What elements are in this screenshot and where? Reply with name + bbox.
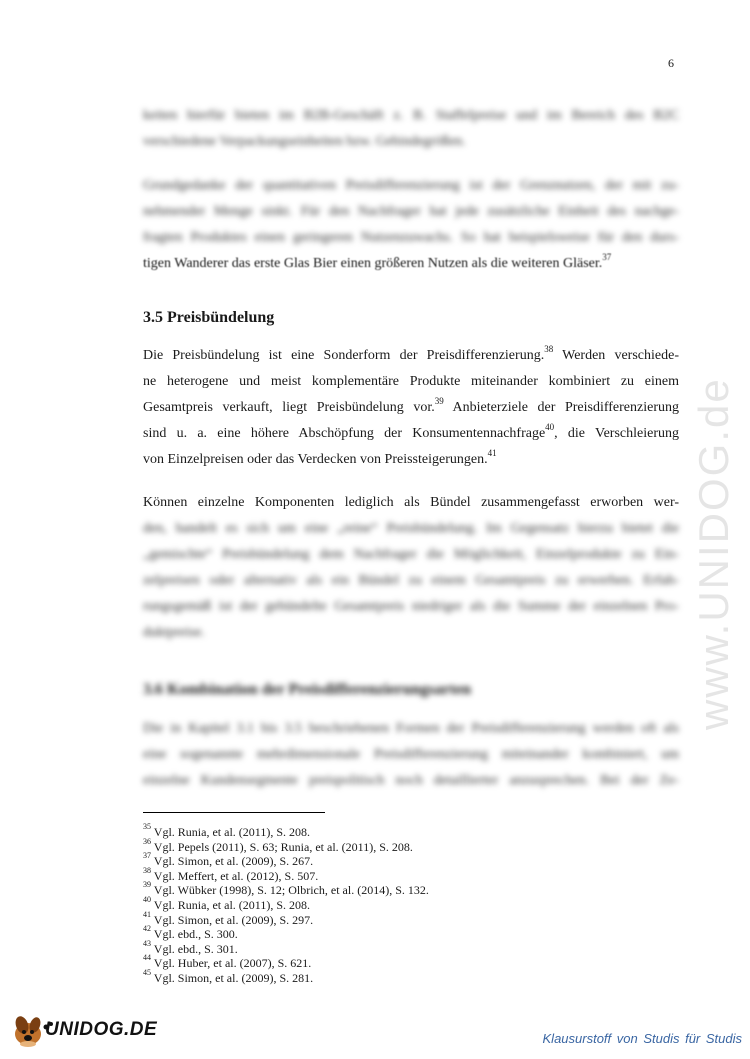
footnote-text: Vgl. Runia, et al. (2011), S. 208. (153, 825, 311, 839)
text-line: verschiedene Verpackungseinheiten bzw. Gebindegrößen. (143, 134, 466, 149)
footnote-number: 37 (143, 851, 151, 861)
footnote (143, 909, 429, 928)
footnote-number: 35 (143, 822, 151, 831)
logo-text[interactable]: UNIDOG.DE (45, 1019, 158, 1040)
footnote-number: 38 (143, 865, 151, 875)
blurred-paragraph (143, 716, 679, 794)
footnote-ref: 37 (602, 252, 612, 263)
footnote (143, 938, 429, 957)
footnote (143, 894, 429, 913)
footnote-ref: 39 (434, 396, 444, 407)
footnote-number: 42 (143, 924, 151, 934)
footnote-ref: 41 (487, 448, 497, 459)
footnote-text: Vgl. Wübker (1998), S. 12; Olbrich, et al. (2014), S. 132. (153, 883, 429, 898)
section-paragraph-2-first-line (143, 490, 679, 516)
blurred-section-heading: 3.6 Kombination der Preisdifferenzierungsarten (143, 681, 471, 698)
footnote-ref: 40 (545, 422, 555, 433)
footnote-number: 36 (143, 836, 151, 846)
footnote-text: Vgl. ebd., S. 301. (153, 941, 238, 956)
text-line: fragten Produktes einen geringeren Nutzenzuwachs. So hat beispielsweise für den durs- (143, 230, 679, 245)
footnote-number: 44 (143, 953, 151, 963)
footnote (143, 822, 429, 840)
text-line: rungsgemäß ist der gebündelte Gesamtpreis niedriger als die Summe der einzelnen Pro- (143, 599, 679, 614)
text-line: Grundgedanke der quantitativen Preisdifferenzierung ist der Grenznutzen, der mit zu- (143, 178, 679, 193)
paragraph-last-line (143, 251, 679, 277)
text-line: ne heterogene und meist komplementäre Produkte miteinander kombiniert zu einem (143, 374, 679, 389)
footnote (143, 865, 429, 884)
watermark: www.UNIDOG.de (690, 377, 737, 730)
footnote-divider (143, 812, 325, 813)
text-line: Können einzelne Komponenten lediglich als Bündel zusammengefasst erworben wer- (143, 495, 679, 510)
footnote-text: Vgl. Huber, et al. (2007), S. 621. (153, 956, 312, 971)
footnote-number: 45 (143, 967, 151, 977)
footnote-text: Vgl. Runia, et al. (2011), S. 208. (153, 897, 311, 912)
section-heading: 3.5 Preisbündelung (143, 309, 275, 326)
footnote-text: Vgl. Simon, et al. (2009), S. 267. (153, 854, 314, 869)
footnote (143, 836, 429, 855)
text-segment: Anbieterziele der Preisdifferenzierung (443, 400, 679, 415)
footnote (143, 924, 429, 942)
footnote-number: 43 (143, 938, 151, 948)
footnote-text: Vgl. Simon, et al. (2009), S. 281. (153, 970, 314, 985)
text-line: keiten hierfür bieten im B2B-Geschäft z. B. Staffelpreise und im Bereich des B2C (143, 108, 679, 123)
footnote (143, 953, 429, 971)
text-line: einzelne Kundensegmente preispolitisch noch detaillierter anzusprechen. Bei der Ze- (143, 773, 679, 788)
text-segment: Werden verschiede- (553, 348, 679, 363)
footnote-number: 40 (143, 894, 151, 904)
footnote-number: 41 (143, 909, 151, 919)
text-line: „gemischte“ Preisbündelung dem Nachfrager die Möglichkeit, Einzelprodukte zu Ein- (143, 547, 679, 562)
page-number: 6 (668, 56, 674, 70)
text-line: tigen Wanderer das erste Glas Bier einen größeren Nutzen als die weiteren Gläser. (143, 256, 603, 271)
text-segment: , die Verschleierung (554, 426, 679, 441)
section-paragraph (143, 343, 679, 473)
tagline: Klausurstoff von Studis für Studis (542, 1031, 742, 1046)
text-line: eine sogenannte mehrdimensionale Preisdifferenzierung miteinander kombiniert, um (143, 747, 679, 762)
footnotes (143, 822, 429, 986)
blurred-intro-paragraph (143, 103, 679, 155)
footnote-text: Vgl. Meffert, et al. (2012), S. 507. (153, 868, 319, 883)
footnote-text: Vgl. Simon, et al. (2009), S. 297. (153, 912, 314, 927)
text-segment: Gesamtpreis verkauft, liegt Preisbündelung vor. (143, 400, 435, 415)
footnote (143, 880, 429, 898)
footnote (143, 851, 429, 869)
text-segment: Die Preisbündelung ist eine Sonderform der Preisdifferenzierung. (143, 348, 545, 363)
text-line: nehmender Menge sinkt. Für den Nachfrager hat jede zusätzliche Einheit des nachge- (143, 204, 679, 219)
text-line: den, handelt es sich um eine „reine“ Preisbündelung. Im Gegensatz hierzu bietet die (143, 521, 679, 536)
footnote-text: Vgl. ebd., S. 300. (153, 927, 238, 942)
text-line: duktpreise. (143, 625, 205, 640)
blurred-paragraph (143, 516, 679, 646)
text-segment: sind u. a. eine höhere Abschöpfung der Konsumentennachfrage (143, 426, 546, 441)
footnote (143, 967, 429, 986)
blurred-paragraph (143, 173, 679, 251)
text-line: zelpreisen oder alternativ als ein Bündel zu einem Gesamtpreis zu erwerben. Erfah- (143, 573, 679, 588)
footnote-text: Vgl. Pepels (2011), S. 63; Runia, et al. (2011), S. 208. (153, 839, 413, 854)
footnote-ref: 38 (544, 344, 554, 355)
text-segment: von Einzelpreisen oder das Verdecken von Preissteigerungen. (143, 452, 488, 467)
footnote-number: 39 (143, 880, 151, 890)
text-line: Die in Kapitel 3.1 bis 3.5 beschriebenen Formen der Preisdifferenzierung werden oft als (143, 721, 679, 736)
